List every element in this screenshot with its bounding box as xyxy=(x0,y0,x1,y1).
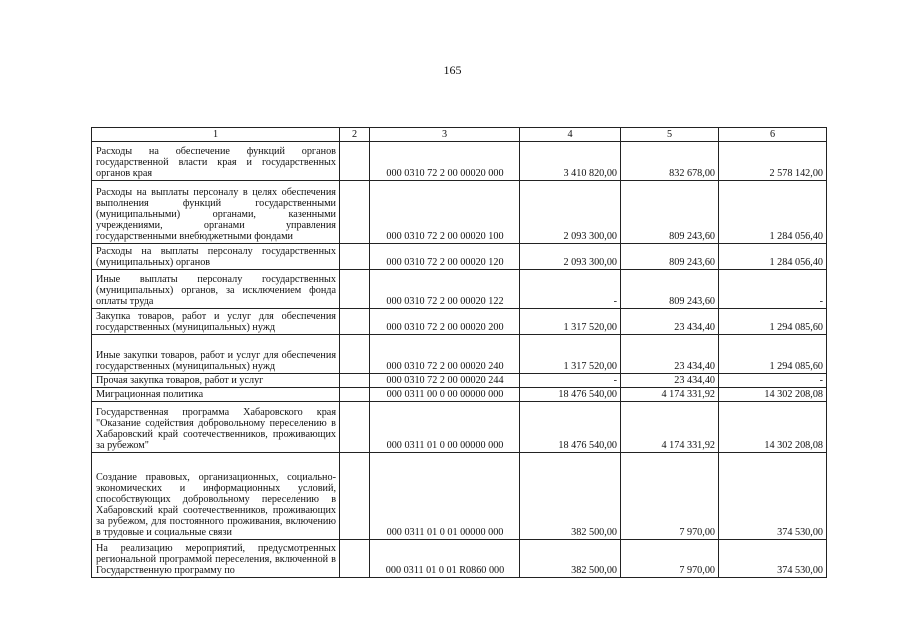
row-value-6: 14 302 208,08 xyxy=(719,402,827,453)
row-name: Создание правовых, организационных, социально-экономических и информационных условий, способствующих добровольному переселению в Хабаровский край соотечественников, проживающих за рубежом, для постоянного проживания, включению в трудовые и социальные связи xyxy=(92,453,340,540)
row-value-6: - xyxy=(719,374,827,388)
row-code: 000 0311 01 0 00 00000 000 xyxy=(370,402,520,453)
row-code: 000 0310 72 2 00 00020 000 xyxy=(370,142,520,181)
column-header-1: 1 xyxy=(92,128,340,142)
row-value-4: 18 476 540,00 xyxy=(520,388,621,402)
row-value-5: 809 243,60 xyxy=(621,181,719,244)
row-col2 xyxy=(340,181,370,244)
column-header-4: 4 xyxy=(520,128,621,142)
row-col2 xyxy=(340,309,370,335)
column-header-3: 3 xyxy=(370,128,520,142)
row-value-6: 374 530,00 xyxy=(719,453,827,540)
table-row xyxy=(92,374,827,388)
row-value-6: 1 294 085,60 xyxy=(719,335,827,374)
row-code: 000 0311 00 0 00 00000 000 xyxy=(370,388,520,402)
table-row xyxy=(92,309,827,335)
row-name: Миграционная политика xyxy=(92,388,340,402)
row-value-5: 4 174 331,92 xyxy=(621,402,719,453)
row-code: 000 0311 01 0 01 00000 000 xyxy=(370,453,520,540)
row-value-6: 1 294 085,60 xyxy=(719,309,827,335)
table-row xyxy=(92,244,827,270)
row-value-5: 832 678,00 xyxy=(621,142,719,181)
row-value-4: - xyxy=(520,374,621,388)
table-row xyxy=(92,142,827,181)
row-value-5: 4 174 331,92 xyxy=(621,388,719,402)
row-value-6: 2 578 142,00 xyxy=(719,142,827,181)
row-value-5: 7 970,00 xyxy=(621,540,719,578)
row-value-4: 2 093 300,00 xyxy=(520,181,621,244)
row-value-6: 1 284 056,40 xyxy=(719,244,827,270)
row-name: Расходы на обеспечение функций органов государственной власти края и государственных органов края xyxy=(92,142,340,181)
row-value-5: 23 434,40 xyxy=(621,309,719,335)
row-value-5: 23 434,40 xyxy=(621,335,719,374)
budget-table xyxy=(91,127,827,578)
page-number: 165 xyxy=(443,63,462,77)
row-value-5: 809 243,60 xyxy=(621,244,719,270)
row-value-4: 382 500,00 xyxy=(520,453,621,540)
row-value-4: 1 317 520,00 xyxy=(520,309,621,335)
row-code: 000 0310 72 2 00 00020 120 xyxy=(370,244,520,270)
row-value-4: 382 500,00 xyxy=(520,540,621,578)
row-value-4: 3 410 820,00 xyxy=(520,142,621,181)
row-value-6: 14 302 208,08 xyxy=(719,388,827,402)
row-col2 xyxy=(340,244,370,270)
row-value-4: - xyxy=(520,270,621,309)
row-value-6: 1 284 056,40 xyxy=(719,181,827,244)
table-row xyxy=(92,388,827,402)
row-value-4: 1 317 520,00 xyxy=(520,335,621,374)
row-value-4: 18 476 540,00 xyxy=(520,402,621,453)
row-col2 xyxy=(340,142,370,181)
row-name: Закупка товаров, работ и услуг для обеспечения государственных (муниципальных) нужд xyxy=(92,309,340,335)
row-col2 xyxy=(340,388,370,402)
table-row xyxy=(92,335,827,374)
column-header-2: 2 xyxy=(340,128,370,142)
row-value-6: - xyxy=(719,270,827,309)
row-col2 xyxy=(340,402,370,453)
row-code: 000 0310 72 2 00 00020 244 xyxy=(370,374,520,388)
row-col2 xyxy=(340,270,370,309)
row-value-5: 23 434,40 xyxy=(621,374,719,388)
row-value-4: 2 093 300,00 xyxy=(520,244,621,270)
row-name: Прочая закупка товаров, работ и услуг xyxy=(92,374,340,388)
table-row xyxy=(92,540,827,578)
row-code: 000 0311 01 0 01 R0860 000 xyxy=(370,540,520,578)
row-col2 xyxy=(340,540,370,578)
row-col2 xyxy=(340,453,370,540)
table-row xyxy=(92,402,827,453)
table-row xyxy=(92,270,827,309)
row-code: 000 0310 72 2 00 00020 122 xyxy=(370,270,520,309)
row-name: Государственная программа Хабаровского края "Оказание содействия добровольному переселению в Хабаровский край соотечественников, проживающих за рубежом" xyxy=(92,402,340,453)
row-code: 000 0310 72 2 00 00020 200 xyxy=(370,309,520,335)
row-name: Иные выплаты персоналу государственных (муниципальных) органов, за исключением фонда оплаты труда xyxy=(92,270,340,309)
header-row xyxy=(92,128,827,142)
row-name: Расходы на выплаты персоналу государственных (муниципальных) органов xyxy=(92,244,340,270)
row-col2 xyxy=(340,335,370,374)
row-col2 xyxy=(340,374,370,388)
column-header-6: 6 xyxy=(719,128,827,142)
row-name: Иные закупки товаров, работ и услуг для обеспечения государственных (муниципальных) нужд xyxy=(92,335,340,374)
row-value-5: 7 970,00 xyxy=(621,453,719,540)
row-name: Расходы на выплаты персоналу в целях обеспечения выполнения функций государственными (муниципальными) органами, казенными учреждениями, органами управления государственными внебюджетными фондами xyxy=(92,181,340,244)
row-code: 000 0310 72 2 00 00020 240 xyxy=(370,335,520,374)
row-name: На реализацию мероприятий, предусмотренных региональной программой переселения, включенной в Государственную программу по xyxy=(92,540,340,578)
row-code: 000 0310 72 2 00 00020 100 xyxy=(370,181,520,244)
table-row xyxy=(92,181,827,244)
column-header-5: 5 xyxy=(621,128,719,142)
table-row xyxy=(92,453,827,540)
row-value-6: 374 530,00 xyxy=(719,540,827,578)
row-value-5: 809 243,60 xyxy=(621,270,719,309)
